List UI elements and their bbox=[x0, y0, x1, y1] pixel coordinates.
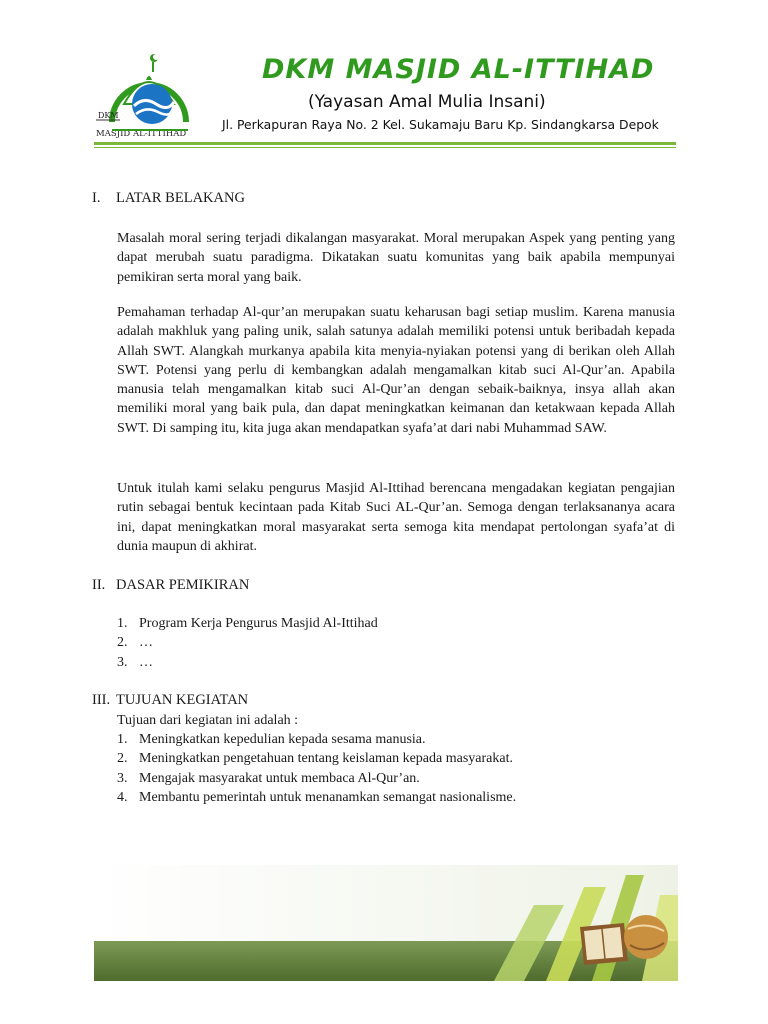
org-address: Jl. Perkapuran Raya No. 2 Kel. Sukamaju Baru Kp. Sindangkarsa Depok bbox=[222, 117, 659, 132]
list-item: 1. Meningkatkan kepedulian kepada sesama manusia. bbox=[117, 732, 426, 747]
section-title-text: DASAR PEMIKIRAN bbox=[116, 577, 250, 593]
list-item: 2. Meningkatkan pengetahuan tentang keislaman kepada masyarakat. bbox=[117, 751, 513, 767]
footer-decoration bbox=[94, 865, 678, 985]
list-item: 4. Membantu pemerintah untuk menanamkan semangat nasionalisme. bbox=[117, 789, 517, 805]
list-item: 1. Program Kerja Pengurus Masjid Al-Ittihad bbox=[117, 616, 378, 631]
section-title-tujuan-kegiatan bbox=[92, 692, 248, 709]
dasar-list bbox=[117, 614, 677, 672]
paragraph: Pemahaman terhadap Al-qur’an merupakan suatu keharusan bagi setiap muslim. Karena manusia adalah makhluk yang paling unik, salah satunya adalah memiliki potensi untuk beribadah kepada Allah SWT. Alangkah murkanya apabila kita menyia-nyiakan potensi yang di berikan oleh Allah SWT. Potensi yang perlu di kembangkan adalah mengamalkan kitab suci Al-Qur’an. Apabila manusia telah mengamalkan kitab suci Al-Qur’an dengan sebaik-baiknya, insya allah akan memiliki moral yang baik pula, dan dapat meningkatkan keimanan dan ketakwaan kepada Allah SWT. Di samping itu, kita juga akan mendapatkan syafa’at dari nabi Muhammad SAW. bbox=[117, 305, 675, 436]
list-item: 3. Mengajak masyarakat untuk membaca Al-Qur’an. bbox=[117, 770, 420, 786]
mosque-logo bbox=[94, 52, 204, 144]
tujuan-intro: Tujuan dari kegiatan ini adalah : bbox=[117, 713, 299, 728]
section-title-text: LATAR BELAKANG bbox=[116, 190, 245, 206]
section-number: II. bbox=[92, 577, 106, 593]
section-number: I. bbox=[92, 190, 101, 206]
header-divider-thick bbox=[94, 142, 676, 145]
section-title-text: TUJUAN KEGIATAN bbox=[116, 692, 249, 708]
section-title-dasar-pemikiran bbox=[92, 577, 249, 594]
section-number: III. bbox=[92, 692, 111, 708]
logo-small-text: DKM bbox=[98, 111, 119, 120]
list-item: 2. … bbox=[117, 635, 153, 651]
tujuan-list bbox=[117, 730, 677, 807]
paragraph: Untuk itulah kami selaku pengurus Masjid Al-Ittihad berencana mengadakan kegiatan pengajian rutin sebagai bentuk kecintaan pada Kitab Suci AL-Qur’an. Semoga dengan terlaksananya acara ini, dapat meningkatkan moral masyarakat serta semoga kita mendapat pertolongan syafa’at di dunia maupun di akhirat. bbox=[117, 481, 675, 554]
book-icon bbox=[580, 923, 628, 965]
section-title-latar-belakang bbox=[92, 190, 245, 207]
org-subtitle: (Yayasan Amal Mulia Insani) bbox=[308, 92, 546, 112]
list-item: 3. … bbox=[117, 654, 153, 670]
org-title: DKM MASJID AL-ITTIHAD bbox=[262, 54, 655, 85]
globe-icon bbox=[624, 915, 668, 959]
logo-text: MASJID AL-ITTIHAD bbox=[96, 129, 187, 139]
paragraph: Masalah moral sering terjadi dikalangan masyarakat. Moral merupakan Aspek yang penting yang dapat merubah suatu paradigma. Dikatakan suatu komunitas yang baik apabila mempunyai pemikiran serta moral yang baik. bbox=[117, 231, 675, 285]
header-divider-thin bbox=[94, 147, 676, 148]
